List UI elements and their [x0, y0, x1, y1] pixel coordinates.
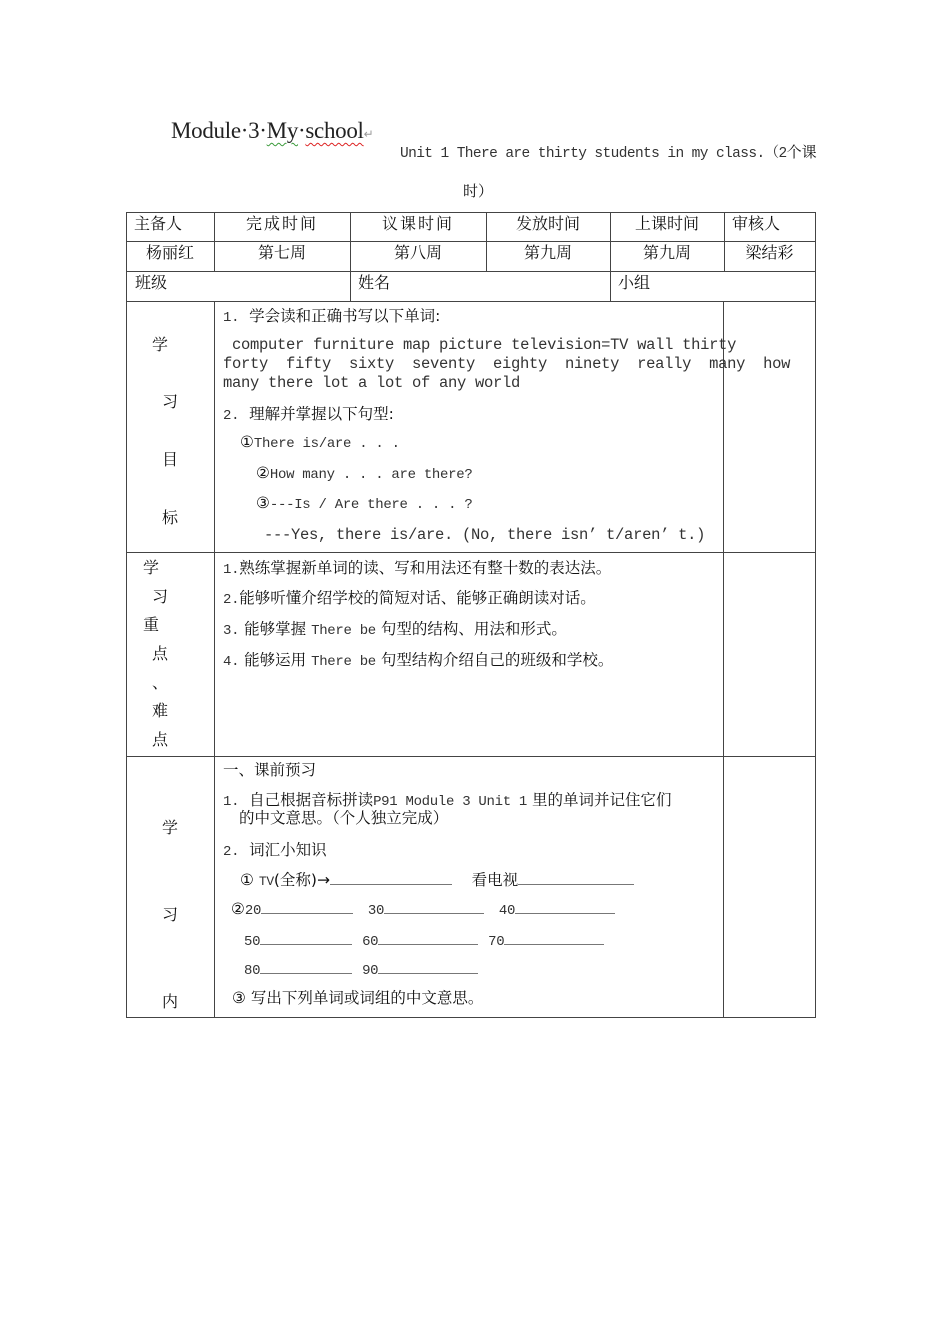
keypoint-item-1 [223, 556, 611, 578]
spellcheck-word-school: school [305, 118, 364, 143]
tv-cn-text: (全称)→ [273, 871, 330, 889]
content-label-char: 内 [162, 992, 179, 1011]
watch-tv-text: 看电视 [471, 871, 519, 889]
item-text: 熟练掌握新单词的读、写和用法还有整十数的表达法。 [239, 559, 612, 577]
circled-three-icon: ③ [256, 494, 270, 512]
table-rule [214, 301, 215, 1017]
module-title-sep: · [298, 118, 306, 143]
objectives-label-char: 目 [162, 450, 179, 469]
tv-text: TV [258, 874, 274, 889]
table-rule [126, 552, 816, 553]
answer-blank[interactable] [515, 899, 615, 914]
content-label-char: 习 [162, 905, 179, 924]
pattern-text: ---Is / Are there . . . ? [269, 497, 473, 513]
table-border [815, 212, 816, 1018]
name-label: 姓名 [358, 273, 391, 292]
table-border [126, 212, 127, 1018]
value-reviewer: 梁结彩 [745, 243, 794, 262]
content-item-1-continued: 的中文意思。（个人独立完成） [239, 809, 449, 827]
table-rule [723, 301, 724, 1017]
table-rule [126, 301, 816, 302]
number-label: 20 [244, 903, 262, 919]
number-label: 40 [498, 903, 516, 919]
item-text-en: There be [311, 654, 376, 670]
value-completion-time: 第七周 [257, 243, 306, 262]
circled-two-icon: ② [256, 464, 270, 482]
item-text: 词汇小知识 [249, 841, 327, 859]
translate-instruction [232, 986, 483, 1008]
item-text-en: There be [311, 623, 376, 639]
item-text: 句型结构介绍自己的班级和学校。 [380, 651, 614, 669]
keypoint-item-3 [223, 617, 567, 639]
item-text: 句型的结构、用法和形式。 [380, 620, 567, 638]
vocab-list-line: many there lot a lot of any world [223, 374, 521, 392]
item-number: 2. [223, 408, 240, 424]
number-label: 50 [244, 934, 261, 950]
keypoints-label-char: 点 [152, 730, 169, 749]
keypoint-item-2 [223, 586, 596, 608]
item-text: 能够运用 [244, 651, 307, 669]
circled-one-icon: ① [240, 871, 254, 889]
content-item-2 [223, 838, 327, 860]
circled-two-icon: ② [231, 900, 245, 918]
unit-title-continued: 时） [463, 182, 494, 200]
unit-title-en: Unit 1 There are thirty students in my class.（2 [400, 146, 787, 162]
number-label: 80 [244, 963, 261, 979]
keypoints-label-char: 、 [152, 673, 169, 692]
item-number: 1. [223, 794, 240, 810]
unit-title-cn: 个课 [786, 143, 817, 161]
table-rule [126, 271, 816, 272]
item-text: 能够听懂介绍学校的简短对话、能够正确朗读对话。 [239, 589, 596, 607]
numbers-exercise-row-3 [244, 959, 478, 979]
sentence-pattern-2 [256, 464, 472, 483]
item-text-en: P91 Module 3 Unit 1 [373, 794, 528, 810]
number-label: 60 [362, 934, 379, 950]
item-number: 3. [223, 623, 240, 639]
vocab-list-line [223, 336, 736, 354]
header-release-time: 发放时间 [515, 214, 580, 233]
item-number: 4. [223, 654, 240, 670]
table-border [126, 1017, 816, 1018]
header-reviewer: 审核人 [732, 214, 781, 233]
item-text: 理解并掌握以下句型: [249, 405, 394, 423]
answer-blank[interactable] [518, 870, 634, 885]
answer-blank[interactable] [378, 930, 478, 945]
keypoints-label-char: 重 [143, 615, 160, 634]
item-text: 学会读和正确书写以下单词: [249, 307, 441, 325]
paragraph-mark-icon: ↵ [363, 127, 374, 141]
keypoints-label-char: 点 [152, 644, 169, 663]
value-release-time: 第九周 [523, 243, 572, 262]
module-title-part: Module·3· [171, 118, 267, 143]
sentence-pattern-3-answer: ---Yes, there is/are. (No, there isn’ t/aren’ t.) [264, 526, 706, 544]
circled-three-icon: ③ [232, 989, 246, 1007]
value-class-time: 第九周 [642, 243, 691, 262]
unit-title [400, 141, 817, 162]
value-discussion-time: 第八周 [393, 243, 442, 262]
item-number: 1. [223, 562, 240, 578]
item-number: 2. [223, 592, 240, 608]
sentence-pattern-1 [240, 433, 400, 452]
header-preparer: 主备人 [134, 214, 183, 233]
header-discussion-time: 议课时间 [381, 214, 454, 233]
number-label: 90 [362, 963, 379, 979]
table-border [126, 212, 816, 213]
numbers-exercise-row-1 [231, 899, 615, 919]
answer-blank[interactable] [378, 959, 478, 974]
section-title-preview: 一、课前预习 [223, 761, 317, 779]
answer-blank[interactable] [260, 959, 352, 974]
keypoints-label-char: 学 [143, 558, 160, 577]
spellcheck-word-my: My [266, 118, 299, 143]
answer-blank[interactable] [261, 899, 353, 914]
module-title [171, 118, 373, 144]
tv-fullname-exercise [240, 868, 634, 890]
table-rule [724, 212, 725, 271]
answer-blank[interactable] [504, 930, 604, 945]
table-rule [126, 241, 816, 242]
objectives-label-char: 标 [162, 508, 179, 527]
item-text: 里的单词并记住它们 [531, 791, 672, 809]
number-label: 70 [488, 934, 505, 950]
objective-item-1 [223, 304, 440, 326]
numbers-exercise-row-2 [244, 930, 604, 950]
pattern-text: How many . . . are there? [269, 467, 473, 483]
keypoints-label-char: 难 [152, 701, 169, 720]
answer-blank[interactable] [260, 930, 352, 945]
keypoint-item-4 [223, 648, 613, 670]
item-text: 自己根据音标拼读 [249, 791, 374, 809]
vocab-list-line: forty fifty sixty seventy eighty ninety really many how [223, 355, 791, 373]
class-label: 班级 [135, 273, 168, 292]
instruction-text: 写出下列单词或词组的中文意思。 [250, 989, 484, 1007]
header-class-time: 上课时间 [634, 214, 699, 233]
value-preparer: 杨丽红 [145, 243, 194, 262]
pattern-text: There is/are . . . [253, 436, 400, 452]
answer-blank[interactable] [330, 870, 452, 885]
vocab-text: computer furniture map picture television=TV wall thirty [232, 336, 737, 354]
item-number: 1. [223, 310, 240, 326]
item-text: 能够掌握 [244, 620, 307, 638]
objectives-label-char: 学 [152, 335, 169, 354]
number-label: 30 [367, 903, 385, 919]
circled-one-icon: ① [240, 433, 254, 451]
table-rule [126, 756, 816, 757]
objective-item-2 [223, 402, 394, 424]
item-number: 2. [223, 844, 240, 860]
content-label-char: 学 [162, 818, 179, 837]
header-completion-time: 完成时间 [245, 214, 318, 233]
keypoints-label-char: 习 [152, 587, 169, 606]
group-label: 小组 [618, 273, 651, 292]
sentence-pattern-3 [256, 494, 472, 513]
objectives-label-char: 习 [162, 392, 179, 411]
answer-blank[interactable] [384, 899, 484, 914]
